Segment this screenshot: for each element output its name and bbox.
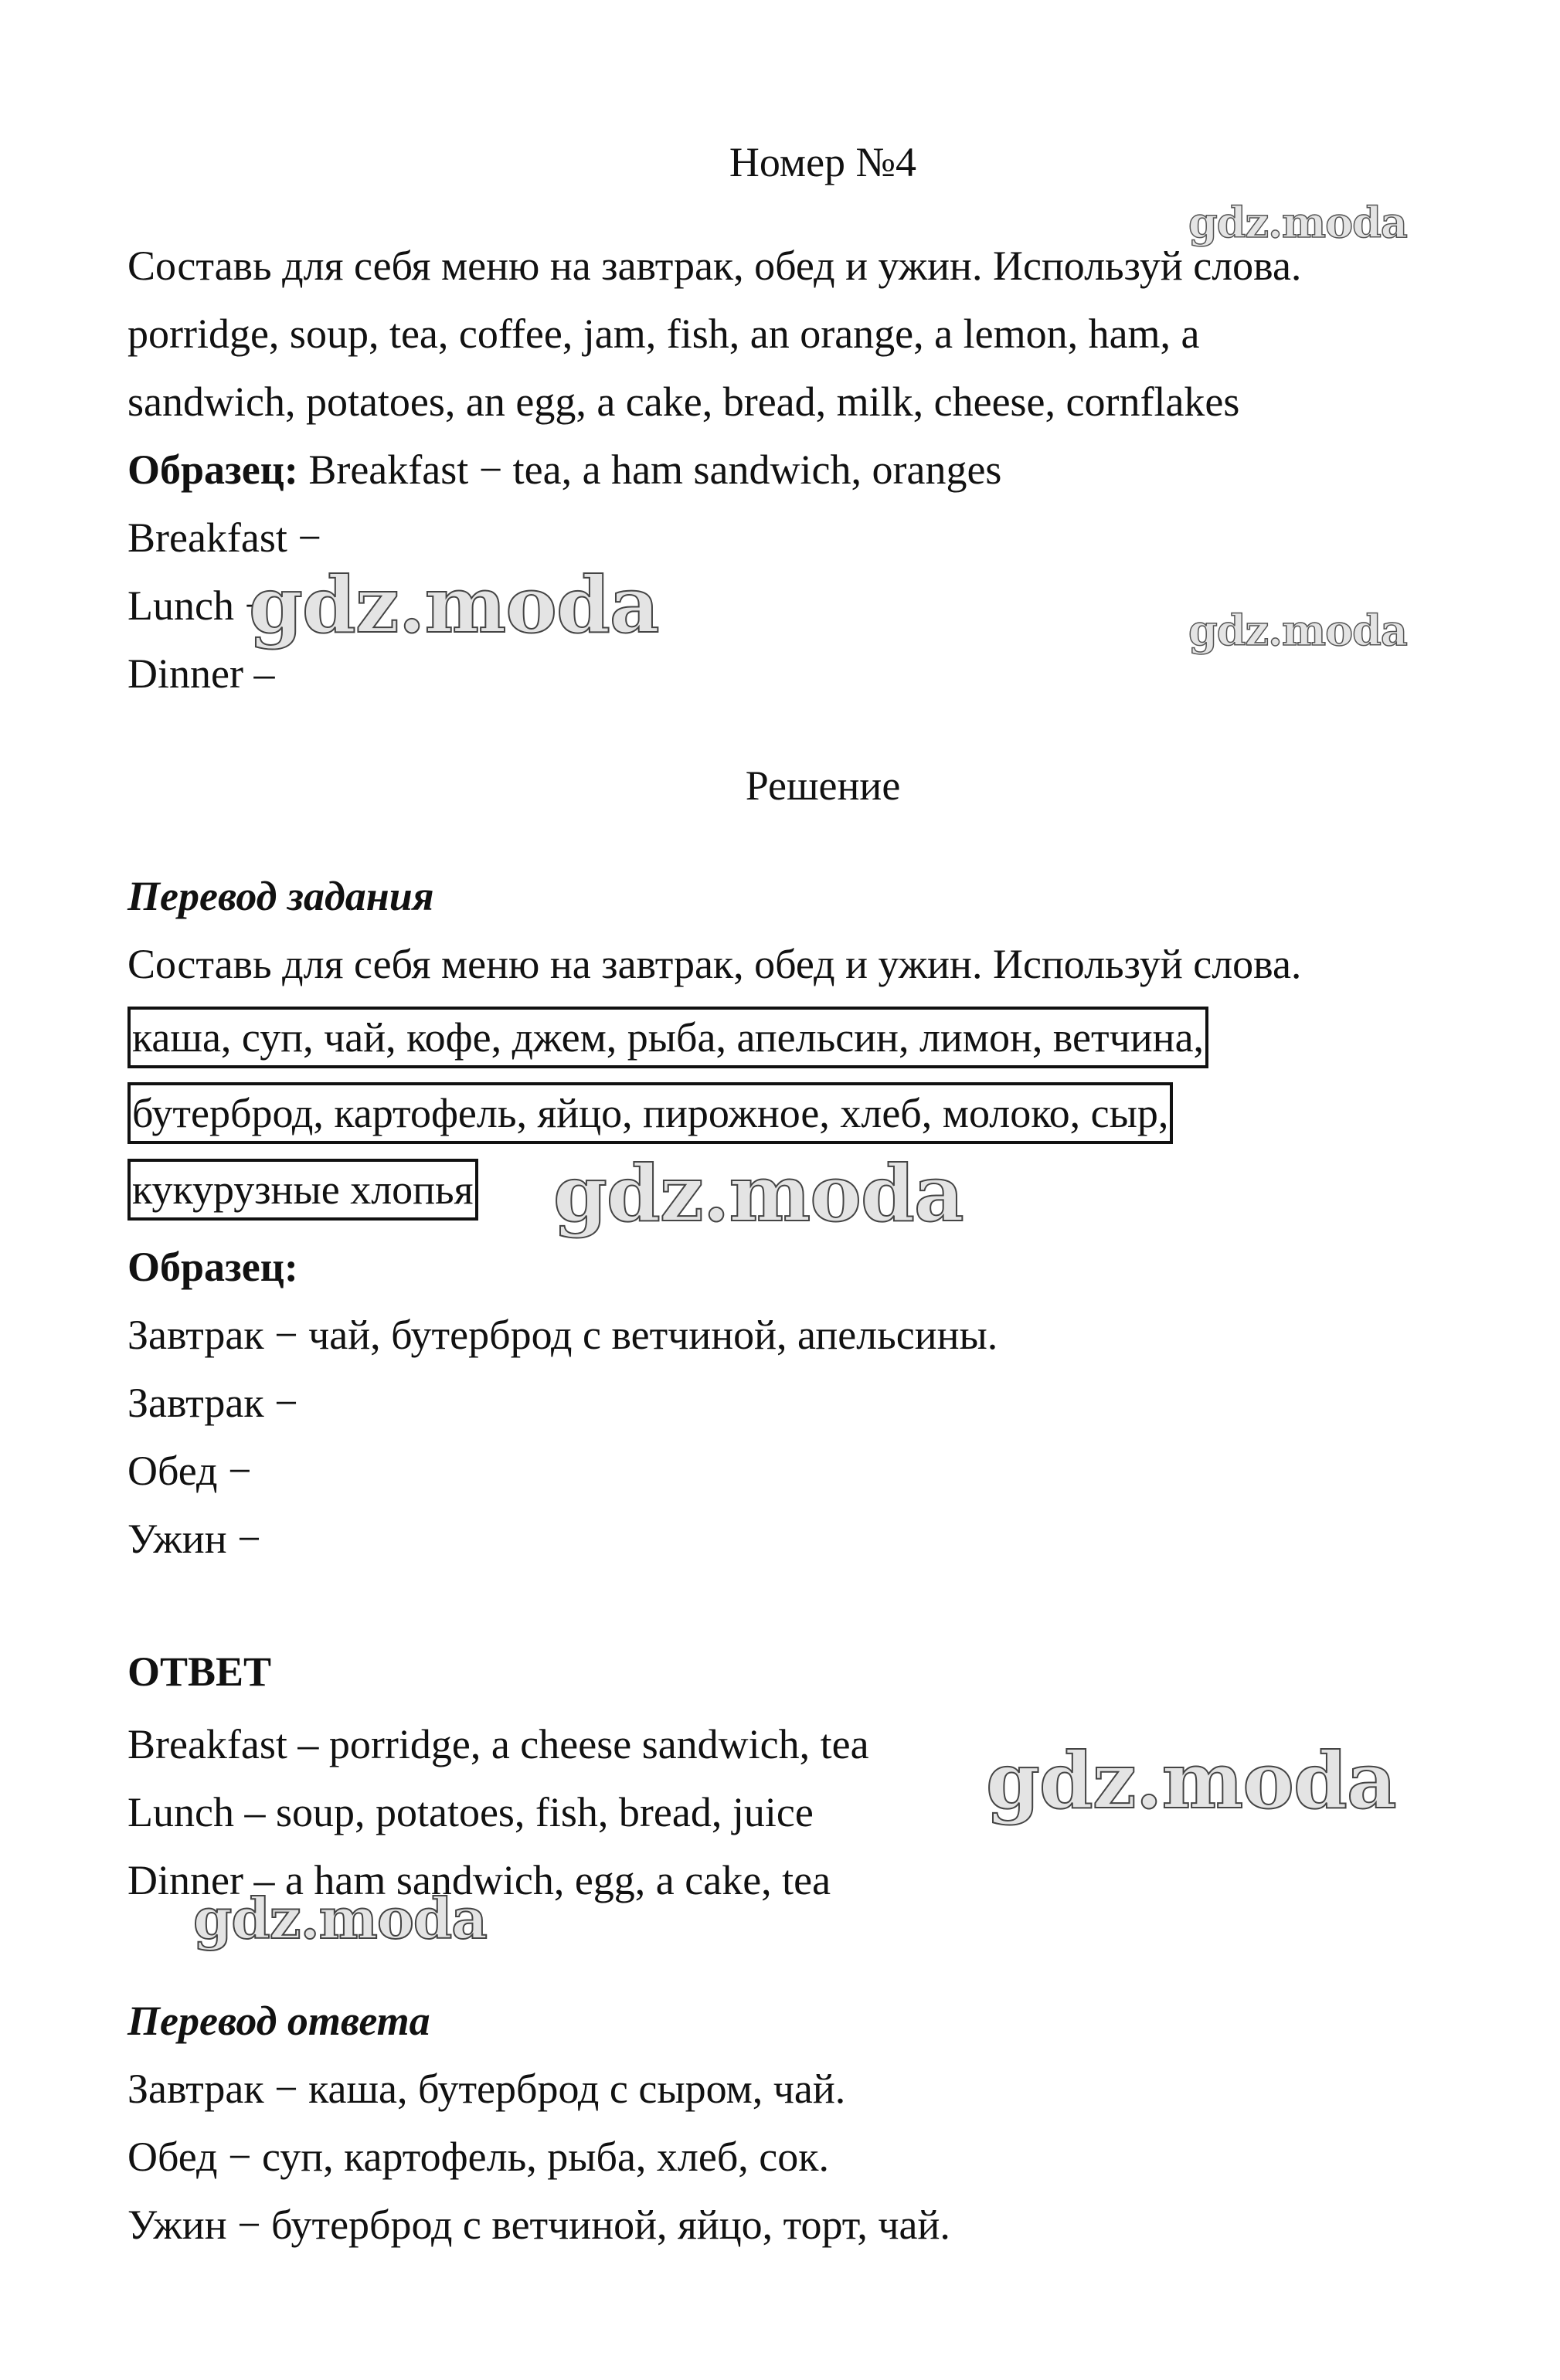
solution-sample-label: Образец: [127, 1244, 298, 1290]
task-breakfast: Breakfast − [127, 514, 321, 561]
solution-dinner: Ужин − [127, 1516, 261, 1562]
watermark: gdz.moda [1188, 198, 1407, 247]
watermark: gdz.moda [1188, 606, 1407, 655]
translation-heading: Перевод задания [127, 873, 434, 919]
answer-lunch: Lunch – soup, potatoes, fish, bread, juice [127, 1789, 814, 1835]
task-lunch: Lunch − [127, 582, 268, 629]
task-words-line-2: sandwich, potatoes, an egg, a cake, bread, milk, cheese, cornflakes [127, 379, 1240, 425]
solution-sample-text: Завтрак − чай, бутерброд с ветчиной, апельсины. [127, 1312, 998, 1358]
answer-dinner: Dinner – a ham sandwich, egg, a cake, tea [127, 1857, 831, 1903]
solution-instruction: Составь для себя меню на завтрак, обед и ужин. Используй слова. [127, 941, 1302, 987]
answer-heading: ОТВЕТ [127, 1648, 272, 1695]
task-dinner: Dinner – [127, 650, 275, 697]
task-instruction: Составь для себя меню на завтрак, обед и ужин. Используй слова. [127, 243, 1302, 289]
solution-lunch: Обед − [127, 1448, 252, 1494]
words-box-2: бутерброд, картофель, яйцо, пирожное, хлеб, молоко, сыр, [127, 1082, 1173, 1144]
words-box-3: кукурузные хлопья [127, 1159, 478, 1221]
task-title: Номер №4 [729, 139, 917, 185]
answer-breakfast: Breakfast – porridge, a cheese sandwich, tea [127, 1721, 869, 1767]
watermark: gdz.moda [193, 1886, 487, 1951]
answer-translation-lunch: Обед − суп, картофель, рыба, хлеб, сок. [127, 2134, 830, 2180]
solution-breakfast: Завтрак − [127, 1380, 298, 1426]
watermark: gdz.moda [986, 1735, 1396, 1826]
task-words-line-1: porridge, soup, tea, coffee, jam, fish, an orange, a lemon, ham, a [127, 311, 1200, 357]
task-sample-text: Breakfast − tea, a ham sandwich, oranges [297, 446, 1002, 493]
task-sample [127, 445, 1001, 494]
solution-heading: Решение [745, 762, 901, 809]
answer-translation-heading: Перевод ответа [127, 1998, 430, 2044]
watermark: gdz.moda [249, 559, 659, 650]
answer-translation-dinner: Ужин − бутерброд с ветчиной, яйцо, торт, чай. [127, 2202, 950, 2248]
watermark: gdz.moda [553, 1148, 964, 1239]
answer-translation-breakfast: Завтрак − каша, бутерброд с сыром, чай. [127, 2066, 846, 2112]
words-box-1: каша, суп, чай, кофе, джем, рыба, апельсин, лимон, ветчина, [127, 1007, 1208, 1068]
task-sample-label: Образец: [127, 446, 298, 493]
